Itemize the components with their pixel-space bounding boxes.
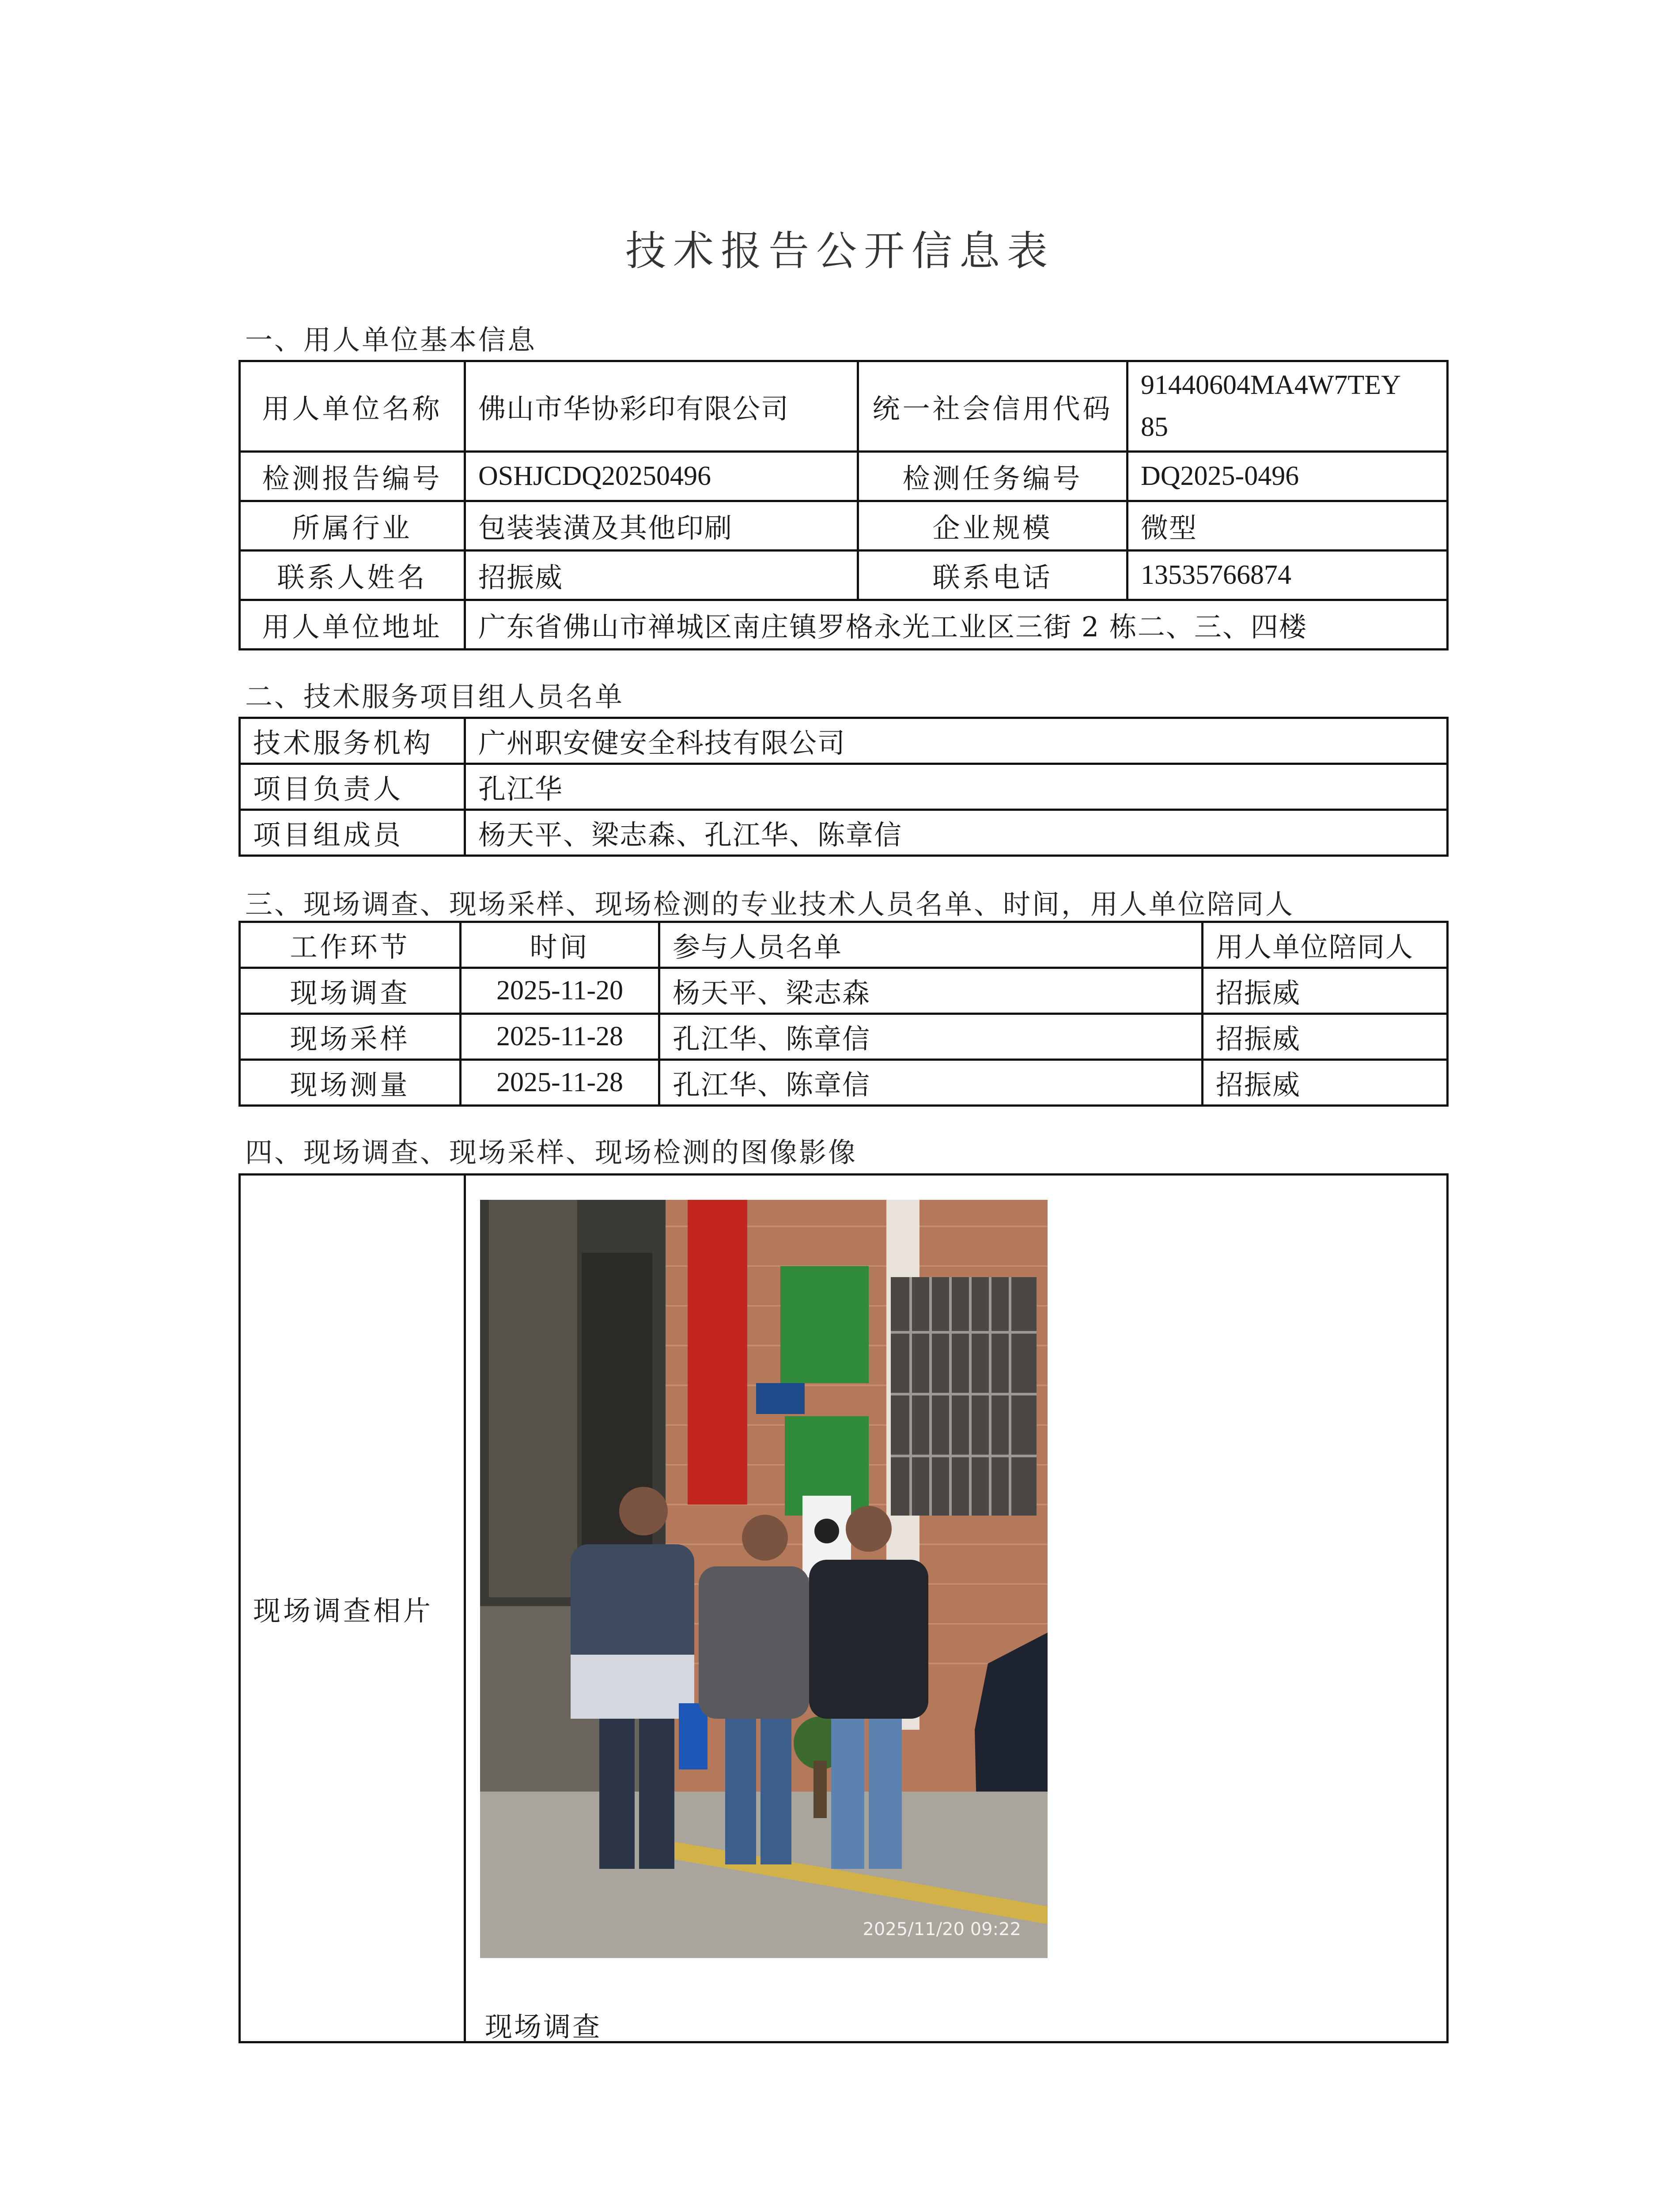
row-date: 2025-11-20 xyxy=(461,968,659,1014)
table-row xyxy=(240,1014,1448,1060)
row-date: 2025-11-28 xyxy=(461,1014,659,1060)
credit-code-value xyxy=(1128,361,1448,452)
row-escort: 招振威 xyxy=(1203,1060,1448,1106)
table-row xyxy=(240,968,1448,1014)
address-label: 用人单位地址 xyxy=(240,600,465,650)
credit-code-label: 统一社会信用代码 xyxy=(858,361,1128,452)
section-3-heading: 三、现场调查、现场采样、现场检测的专业技术人员名单、时间，用人单位陪同人 xyxy=(245,888,1295,920)
phone-value: 13535766874 xyxy=(1128,551,1448,600)
contact-value: 招振威 xyxy=(465,551,858,600)
row-people: 孔江华、陈章信 xyxy=(659,1014,1203,1060)
industry-value: 包装装潢及其他印刷 xyxy=(465,501,858,551)
phone-label: 联系电话 xyxy=(858,551,1128,600)
members-value: 杨天平、梁志森、孔江华、陈章信 xyxy=(465,810,1448,856)
task-no-label: 检测任务编号 xyxy=(858,452,1128,501)
org-value: 广州职安健安全科技有限公司 xyxy=(465,718,1448,764)
address-value: 广东省佛山市禅城区南庄镇罗格永光工业区三街 2 栋二、三、四楼 xyxy=(465,600,1448,650)
header-stage: 工作环节 xyxy=(240,922,461,968)
row-stage: 现场采样 xyxy=(240,1014,461,1060)
contact-label: 联系人姓名 xyxy=(240,551,465,600)
row-date: 2025-11-28 xyxy=(461,1060,659,1106)
header-people: 参与人员名单 xyxy=(659,922,1203,968)
team-table xyxy=(238,717,1449,857)
scale-value: 微型 xyxy=(1128,501,1448,551)
unit-name-label: 用人单位名称 xyxy=(240,361,465,452)
org-label: 技术服务机构 xyxy=(240,718,465,764)
table-row xyxy=(240,1060,1448,1106)
leader-value: 孔江华 xyxy=(465,764,1448,810)
photo-row-label: 现场调查相片 xyxy=(240,1175,465,2042)
members-label: 项目组成员 xyxy=(240,810,465,856)
photo-timestamp: 2025/11/20 09:22 xyxy=(863,1919,1021,1940)
header-escort: 用人单位陪同人 xyxy=(1203,922,1448,968)
row-stage: 现场测量 xyxy=(240,1060,461,1106)
section-1-heading: 一、用人单位基本信息 xyxy=(245,324,537,356)
scale-label: 企业规模 xyxy=(858,501,1128,551)
section-2-heading: 二、技术服务项目组人员名单 xyxy=(245,681,624,713)
report-no-value: OSHJCDQ20250496 xyxy=(465,452,858,501)
section-4-heading: 四、现场调查、现场采样、现场检测的图像影像 xyxy=(245,1136,858,1168)
report-no-label: 检测报告编号 xyxy=(240,452,465,501)
document-title: 技术报告公开信息表 xyxy=(625,227,1055,275)
unit-name-value: 佛山市华协彩印有限公司 xyxy=(465,361,858,452)
unit-info-table xyxy=(238,360,1449,650)
credit-code-line-1: 91440604MA4W7TEY xyxy=(1141,370,1401,400)
site-survey-photo xyxy=(480,1200,1048,1958)
personnel-table xyxy=(238,921,1449,1107)
photo-caption: 现场调查 xyxy=(485,2011,602,2043)
industry-label: 所属行业 xyxy=(240,501,465,551)
leader-label: 项目负责人 xyxy=(240,764,465,810)
credit-code-line-2: 85 xyxy=(1141,412,1168,442)
row-escort: 招振威 xyxy=(1203,968,1448,1014)
row-escort: 招振威 xyxy=(1203,1014,1448,1060)
task-no-value: DQ2025-0496 xyxy=(1128,452,1448,501)
row-stage: 现场调查 xyxy=(240,968,461,1014)
row-people: 杨天平、梁志森 xyxy=(659,968,1203,1014)
row-people: 孔江华、陈章信 xyxy=(659,1060,1203,1106)
header-time: 时间 xyxy=(461,922,659,968)
